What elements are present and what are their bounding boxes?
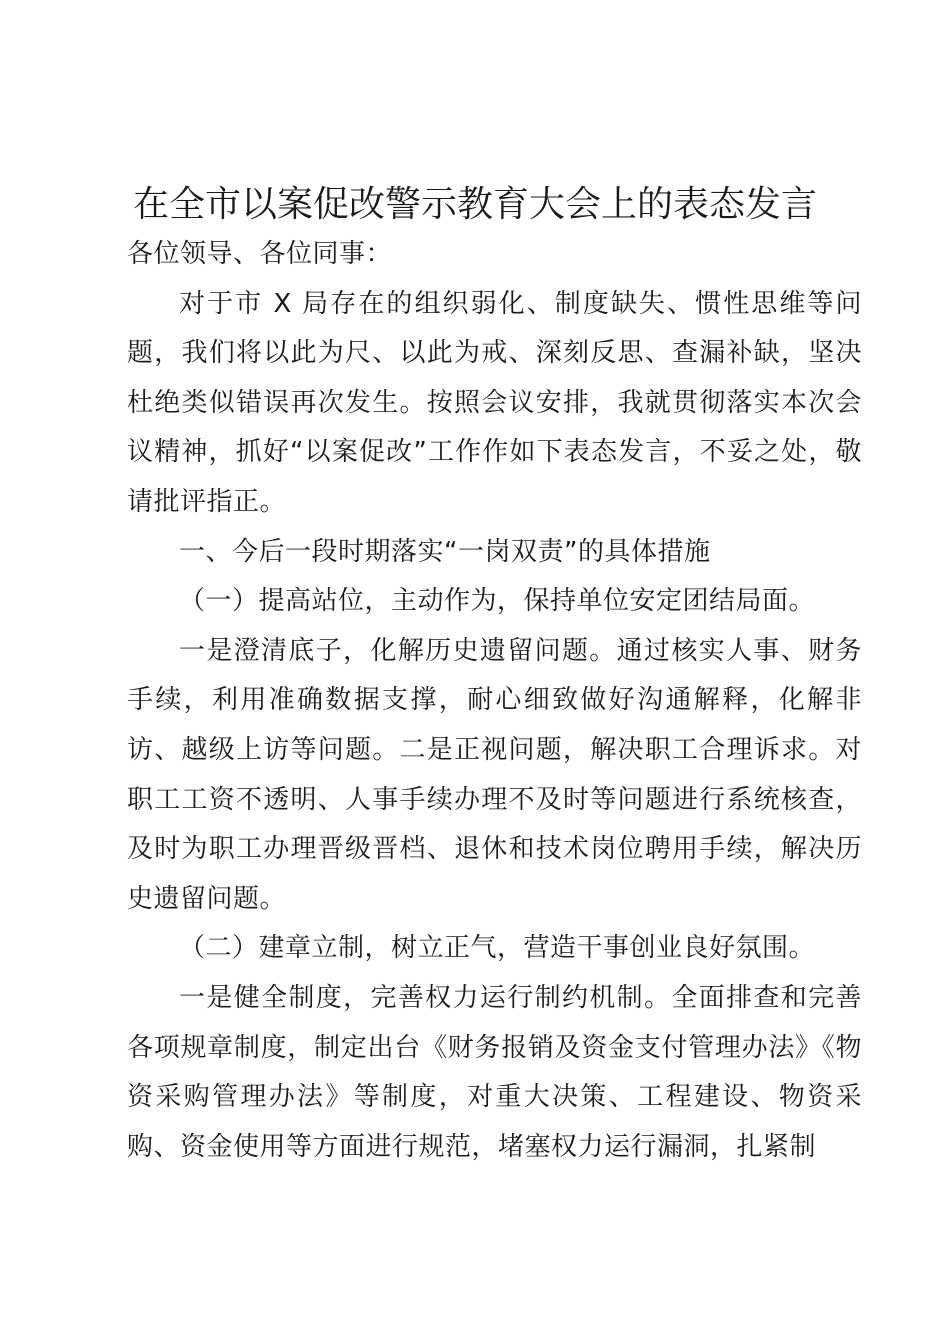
paragraph-measures-2: 一是健全制度，完善权力运行制约机制。全面排查和完善各项规章制度，制定出台《财务报销及资金支付管理办法》《物资采购管理办法》等制度，对重大决策、工程建设、物资采购、资金使用等方面进行规范，堵塞权力运行漏洞，扎紧制 <box>127 982 862 1162</box>
subsection-heading-1: （一）提高站位，主动作为，保持单位安定团结局面。 <box>179 586 816 617</box>
section-heading-1: 一、今后一段时期落实“一岗双责”的具体措施 <box>179 536 711 567</box>
salutation: 各位领导、各位同事： <box>127 239 393 269</box>
subsection-heading-2: （二）建章立制，树立正气，营造干事创业良好氛围。 <box>179 933 816 964</box>
paragraph-intro: 对于市 X 局存在的组织弱化、制度缺失、惯性思维等问题，我们将以此为尺、以此为戒、深刻反思、查漏补缺，坚决杜绝类似错误再次发生。按照会议安排，我就贯彻落实本次会议精神，抓好“以案促改”工作作如下表态发言，不妥之处，敬请批评指正。 <box>127 288 862 517</box>
document-title: 在全市以案促改警示教育大会上的表态发言 <box>132 184 817 225</box>
document-body <box>127 230 862 1172</box>
paragraph-measures-1: 一是澄清底子，化解历史遗留问题。通过核实人事、财务手续，利用准确数据支撑，耐心细致做好沟通解释，化解非访、越级上访等问题。二是正视问题，解决职工合理诉求。对职工工资不透明、人事手续办理不及时等问题进行系统核查，及时为职工办理晋级晋档、退休和技术岗位聘用手续，解决历史遗留问题。 <box>127 635 862 914</box>
